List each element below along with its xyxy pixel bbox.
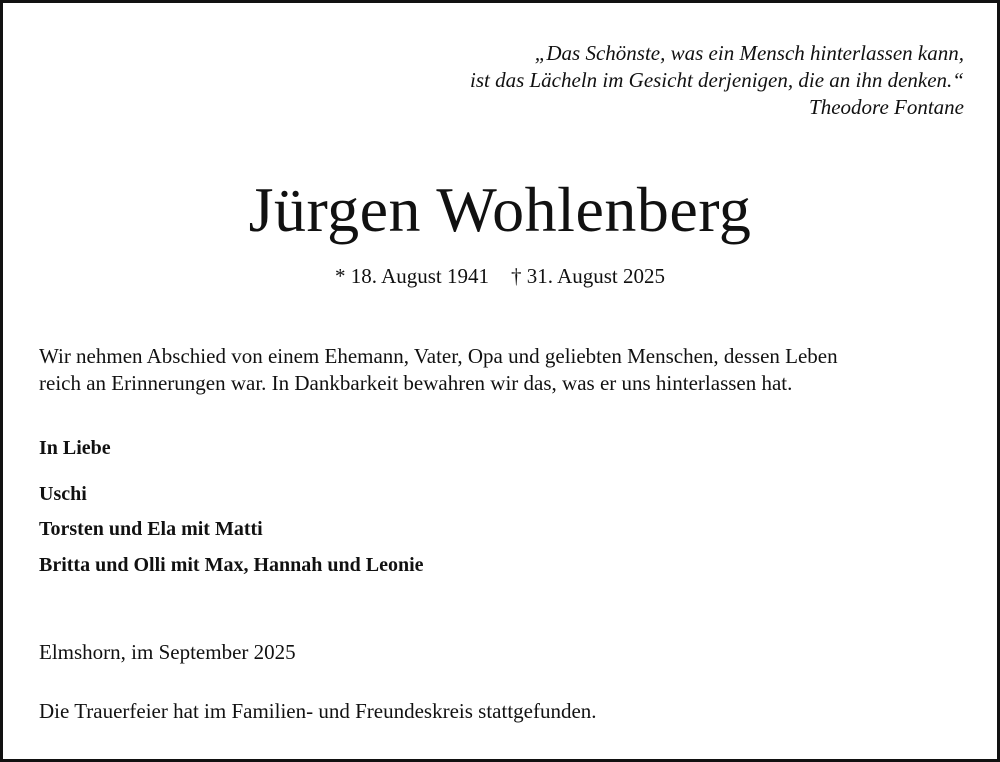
message-line-1: Wir nehmen Abschied von einem Ehemann, Vater, Opa und geliebten Menschen, dessen Leben [39, 344, 838, 368]
quote-block [470, 40, 964, 121]
birth-date: * 18. August 1941 [334, 264, 489, 288]
farewell-message [39, 343, 989, 397]
quote-line-2: ist das Lächeln im Gesicht derjenigen, die an ihn denken.“ [469, 68, 964, 92]
place-and-date: Elmshorn, im September 2025 [39, 640, 296, 664]
mourner-name: Torsten und Ela mit Matti [39, 518, 263, 540]
mourners-intro: In Liebe [39, 437, 111, 459]
death-date: † 31. August 2025 [511, 264, 666, 288]
ceremony-note: Die Trauerfeier hat im Familien- und Freundeskreis stattgefunden. [39, 699, 597, 723]
life-dates [0, 262, 1000, 290]
deceased-name: Jürgen Wohlenberg [248, 174, 752, 245]
mourner-name: Britta und Olli mit Max, Hannah und Leonie [39, 554, 424, 576]
mourner-name: Uschi [39, 483, 87, 505]
quote-author: Theodore Fontane [809, 95, 964, 119]
message-line-2: reich an Erinnerungen war. In Dankbarkeit bewahren wir das, was er uns hinterlassen hat. [39, 371, 793, 395]
quote-line-1: „Das Schönste, was ein Mensch hinterlassen kann, [534, 41, 964, 65]
